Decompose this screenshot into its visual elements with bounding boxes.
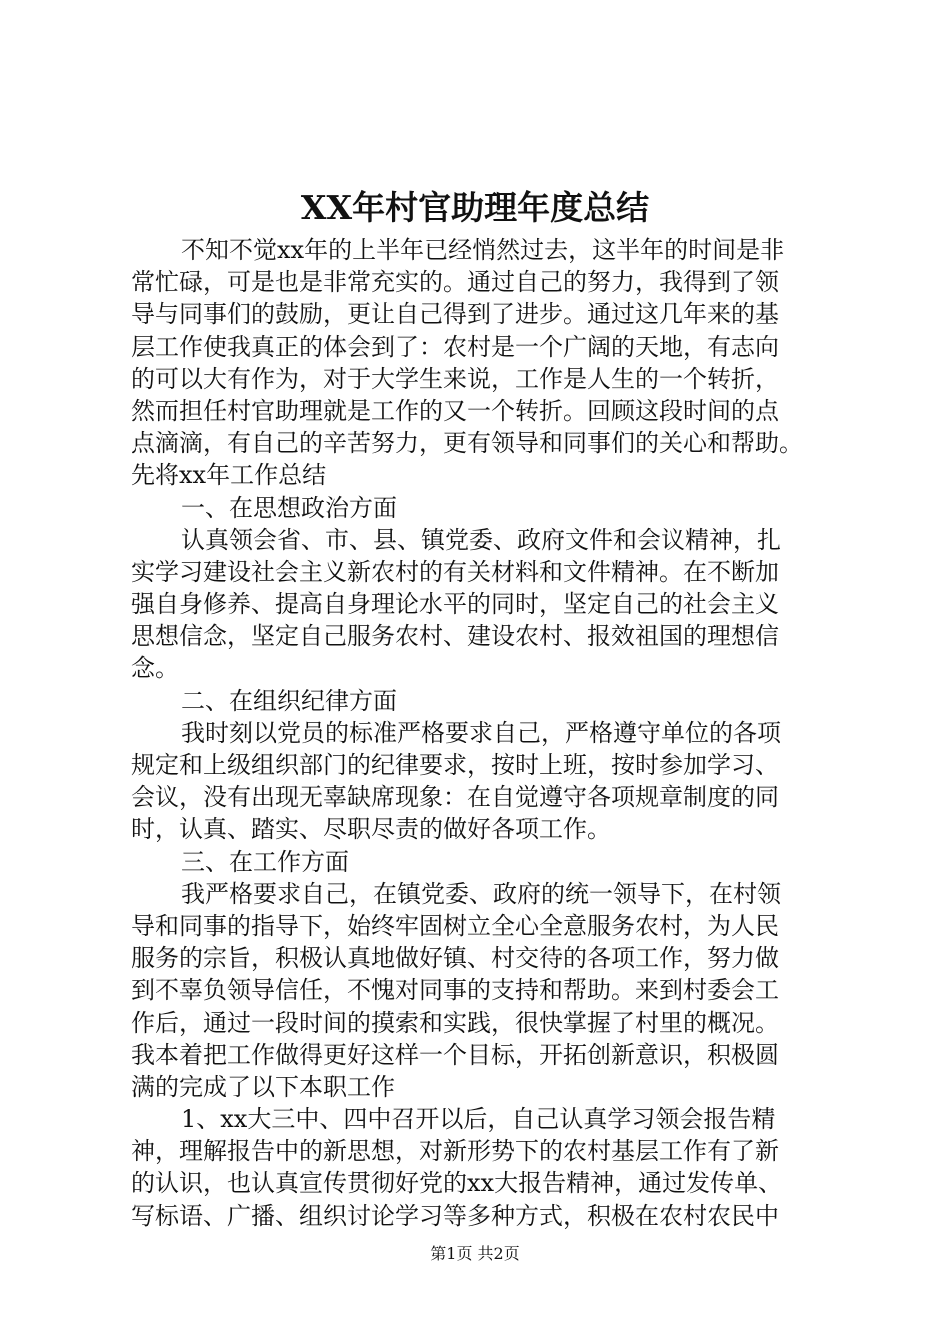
page-footer: 第1页 共2页 [430, 1244, 520, 1263]
body-line: 我时刻以党员的标准严格要求自己，严格遵守单位的各项 [181, 718, 781, 747]
body-line: 先将xx年工作总结 [131, 461, 327, 490]
body-line: 强自身修养、提高自身理论水平的同时，坚定自己的社会主义 [131, 590, 779, 619]
body-line: 层工作使我真正的体会到了：农村是一个广阔的天地，有志向 [131, 332, 779, 361]
body-line: 不知不觉xx年的上半年已经悄然过去，这半年的时间是非 [181, 236, 785, 264]
body-line: 念。 [131, 654, 179, 683]
body-line: 时，认真、踏实、尽职尽责的做好各项工作。 [131, 815, 611, 844]
body-line: 写标语、广播、组织讨论学习等多种方式，积极在农村农民中 [131, 1201, 779, 1230]
body-line: 实学习建设社会主义新农村的有关材料和文件精神。在不断加 [131, 557, 779, 586]
body-line: 的认识，也认真宣传贯彻好党的xx大报告精神，通过发传单、 [131, 1169, 783, 1198]
body-line: 然而担任村官助理就是工作的又一个转折。回顾这段时间的点 [131, 396, 779, 425]
body-line: 常忙碌，可是也是非常充实的。通过自己的努力，我得到了领 [131, 268, 779, 297]
body-line: 满的完成了以下本职工作 [131, 1072, 395, 1101]
document-title: XX年村官助理年度总结 [300, 188, 650, 227]
body-line: 神，理解报告中的新思想，对新形势下的农村基层工作有了新 [131, 1137, 779, 1166]
body-line: 会议，没有出现无辜缺席现象：在自觉遵守各项规章制度的同 [131, 783, 779, 812]
body-line: 导和同事的指导下，始终牢固树立全心全意服务农村，为人民 [131, 911, 779, 940]
body-line: 我本着把工作做得更好这样一个目标，开拓创新意识，积极圆 [131, 1040, 779, 1069]
body-line: 三、在工作方面 [181, 847, 349, 876]
body-line: 的可以大有作为，对于大学生来说，工作是人生的一个转折， [131, 364, 779, 393]
body-line: 导与同事们的鼓励，更让自己得到了进步。通过这几年来的基 [131, 300, 779, 329]
body-line: 我严格要求自己，在镇党委、政府的统一领导下，在村领 [181, 879, 781, 908]
body-line: 思想信念，坚定自己服务农村、建设农村、报效祖国的理想信 [131, 622, 779, 651]
body-line: 到不辜负领导信任，不愧对同事的支持和帮助。来到村委会工 [131, 976, 779, 1005]
document-body [131, 234, 831, 1232]
body-line: 一、在思想政治方面 [181, 493, 397, 522]
body-line: 规定和上级组织部门的纪律要求，按时上班，按时参加学习、 [131, 751, 779, 779]
body-line: 1、xx大三中、四中召开以后，自己认真学习领会报告精 [181, 1105, 776, 1134]
body-line: 二、在组织纪律方面 [181, 686, 397, 715]
body-line: 作后，通过一段时间的摸索和实践，很快掌握了村里的概况。 [131, 1008, 779, 1037]
body-line: 服务的宗旨，积极认真地做好镇、村交待的各项工作，努力做 [131, 944, 779, 973]
body-line: 认真领会省、市、县、镇党委、政府文件和会议精神，扎 [181, 525, 781, 554]
body-line: 点滴滴，有自己的辛苦努力，更有领导和同事们的关心和帮助。 [131, 429, 803, 458]
